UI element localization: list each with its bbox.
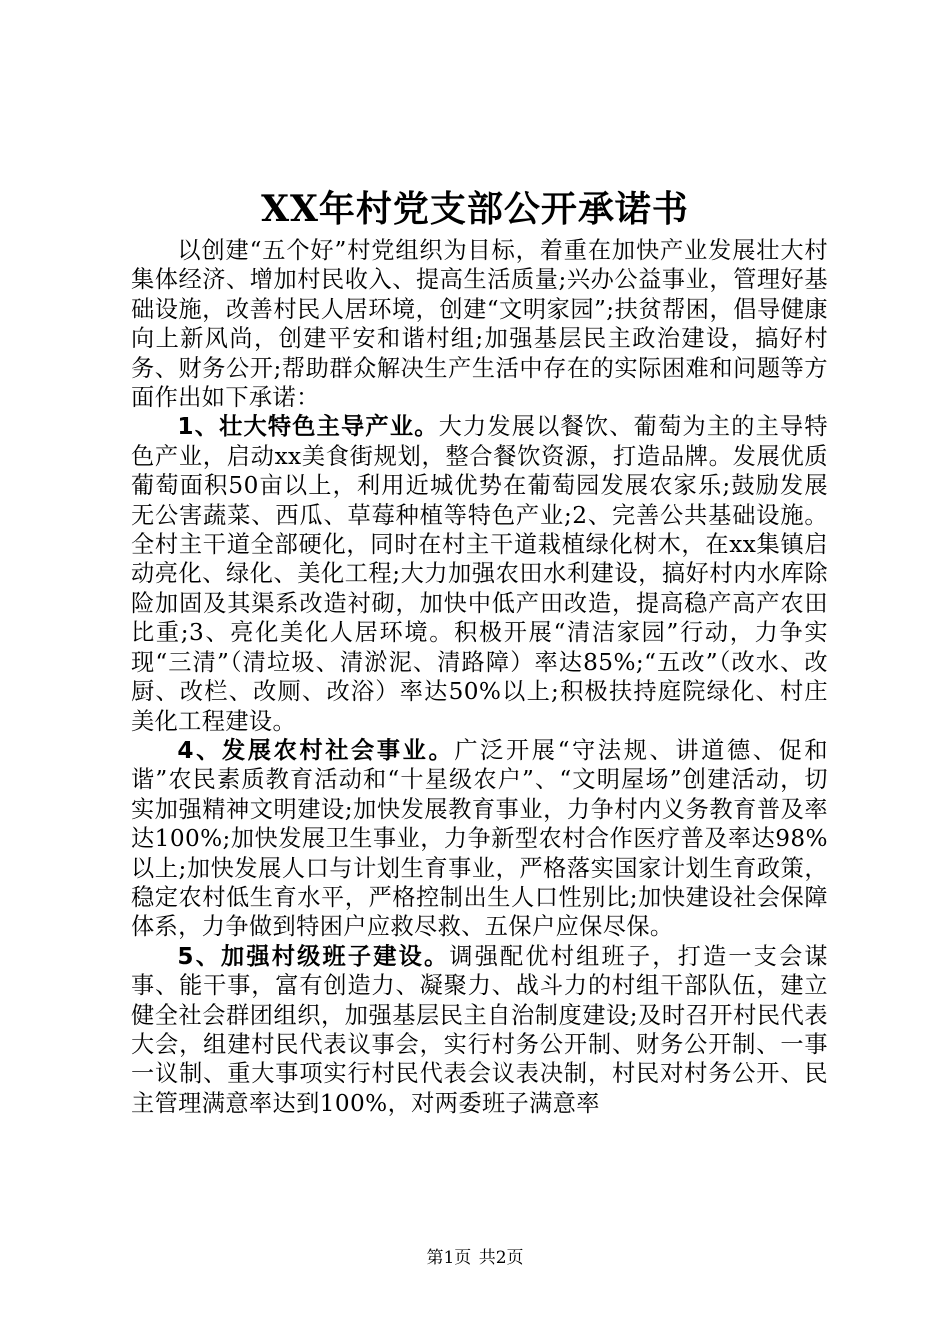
section-text-4: 广泛开展“守法规、讲道德、促和谐”农民素质教育活动和“十星级农户”、“文明屋场”创建活动，切实加强精神文明建设;加快发展教育事业，力争村内义务教育普及率达100%;加快发展卫生事业，力争新型农村合作医疗普及率达98%以上;加快发展人口与计划生育事业，严格落实国家计划生育政策，稳定农村低生育水平，严格控制出生人口性别比;加快建设社会保障体系，力争做到特困户应救尽救、五保户应保尽保。 bbox=[131, 736, 828, 941]
section-text-5: 调强配优村组班子，打造一支会谋事、能干事，富有创造力、凝聚力、战斗力的村组干部队伍，建立健全社会群团组织，加强基层民主自治制度建设;及时召开村民代表大会，组建村民代表议事会，实行村务公开制、财务公开制、一事一议制、重大事项实行村民代表会议表决制，村民对村务公开、民主管理满意率达到100%，对两委班子满意率 bbox=[131, 942, 828, 1117]
section-paragraph-1 bbox=[131, 412, 828, 735]
section-heading-5: 5、加强村级班子建设。 bbox=[177, 942, 450, 970]
document-title: XX年村党支部公开承诺书 bbox=[261, 188, 689, 230]
section-heading-4: 4、发展农村社会事业。 bbox=[177, 736, 455, 764]
section-heading-1: 1、壮大特色主导产业。 bbox=[177, 413, 439, 441]
section-text-1: 大力发展以餐饮、葡萄为主的主导特色产业，启动xx美食街规划，整合餐饮资源，打造品牌。发展优质葡萄面积50亩以上，利用近城优势在葡萄园发展农家乐;鼓励发展无公害蔬菜、西瓜、草莓种植等特色产业;2、完善公共基础设施。全村主干道全部硬化，同时在村主干道栽植绿化树木，在xx集镇启动亮化、绿化、美化工程;大力加强农田水利建设，搞好村内水库除险加固及其渠系改造衬砌，加快中低产田改造，提高稳产高产农田比重;3、亮化美化人居环境。积极开展“清洁家园”行动，力争实现“三清”（清垃圾、清淤泥、清路障）率达85%;“五改”（改水、改厨、改栏、改厕、改浴）率达50%以上;积极扶持庭院绿化、村庄美化工程建设。 bbox=[131, 413, 828, 735]
intro-paragraph: 以创建“五个好”村党组织为目标，着重在加快产业发展壮大村集体经济、增加村民收入、提高生活质量;兴办公益事业，管理好基础设施，改善村民人居环境，创建“文明家园”;扶贫帮困，倡导健康向上新风尚，创建平安和谐村组;加强基层民主政治建设，搞好村务、财务公开;帮助群众解决生产生活中存在的实际困难和问题等方面作出如下承诺： bbox=[131, 237, 828, 412]
section-paragraph-4 bbox=[131, 736, 828, 942]
section-paragraph-5 bbox=[131, 942, 828, 1118]
document-body bbox=[131, 236, 828, 1118]
page-footer bbox=[0, 1246, 950, 1270]
page-indicator: 第1页 共2页 bbox=[426, 1248, 524, 1268]
